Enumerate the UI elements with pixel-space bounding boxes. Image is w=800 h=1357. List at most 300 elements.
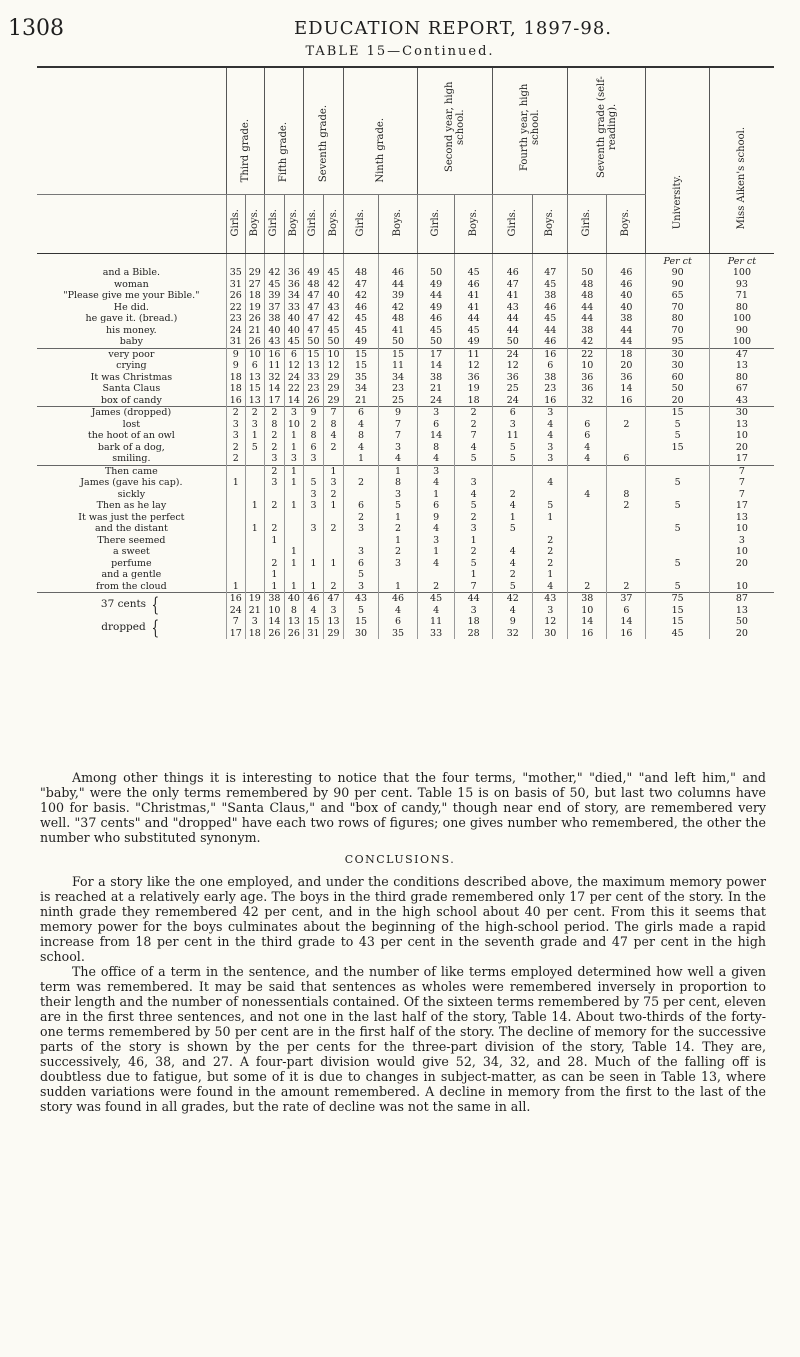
table-cell: 4: [378, 453, 417, 465]
table-cell: 13: [709, 605, 774, 617]
table-row: [37, 453, 774, 465]
row-label: Santa Claus: [102, 383, 161, 394]
table-cell: 31: [226, 336, 245, 348]
table-cell: 37: [264, 302, 284, 314]
row-label: bark of a dog,: [97, 441, 165, 453]
table-cell: [303, 535, 323, 547]
table-cell: 2: [226, 453, 245, 465]
table-cell: [284, 535, 303, 547]
table-cell: [568, 546, 607, 558]
table-row: [37, 325, 774, 337]
page-number: 1308: [8, 16, 64, 41]
table-cell: 4: [418, 558, 455, 570]
table-cell: 22: [568, 348, 607, 360]
table-cell: 3: [303, 489, 323, 501]
table-cell: 2: [568, 581, 607, 593]
table-cell: 14: [418, 360, 455, 372]
table-cell: 1: [533, 569, 568, 581]
table-cell: 46: [455, 279, 493, 291]
table-cell: 46: [378, 593, 417, 605]
table-cell: 4: [418, 523, 455, 535]
table-cell: 20: [709, 628, 774, 640]
paragraph-remembered-terms: Among other things it is interesting to notice that the four terms, "mother," "died," "and left him," and "baby," were the only terms remembered by 90 per cent. Table 15 is on basis of 50, but last two columns have 100 for basis. "Christmas," "Santa Claus," and "box of candy," though near end of story, are remembered very well. "37 cents" and "dropped" have each two rows of figures; one gives number who remembered, the other the number who substituted synonym.: [40, 770, 766, 845]
table-cell: 9: [226, 360, 245, 372]
table-cell: 2: [226, 442, 245, 454]
table-cell: 15: [245, 383, 264, 395]
table-cell: [284, 489, 303, 501]
table-cell: 40: [607, 290, 646, 302]
sex-header: Boys.: [533, 195, 568, 254]
table-cell: 45: [344, 313, 379, 325]
table-cell: 30: [344, 628, 379, 640]
sex-header: Boys.: [378, 195, 417, 254]
table-cell: 4: [533, 430, 568, 442]
table-cell: 20: [646, 395, 709, 407]
table-cell: 43: [493, 302, 533, 314]
sex-header: Girls.: [493, 195, 533, 254]
sex-header: Girls.: [418, 195, 455, 254]
table-cell: [226, 558, 245, 570]
table-cell: [378, 569, 417, 581]
table-row: [37, 535, 774, 547]
table-cell: 90: [646, 267, 709, 279]
table-cell: 4: [418, 453, 455, 465]
row-label: 37 cents {: [37, 593, 226, 617]
table-cell: 3: [709, 535, 774, 547]
table-cell: 17: [264, 395, 284, 407]
table-cell: 38: [568, 593, 607, 605]
table-cell: 4: [344, 442, 379, 454]
table-cell: 45: [533, 313, 568, 325]
table-row: [37, 512, 774, 524]
table-cell: 3: [418, 407, 455, 419]
table-cell: 13: [709, 360, 774, 372]
table-cell: 2: [344, 477, 379, 489]
table-cell: 10: [245, 348, 264, 360]
table-cell: [245, 489, 264, 501]
table-cell: 14: [284, 395, 303, 407]
table-cell: 6: [303, 442, 323, 454]
table-cell: 44: [493, 313, 533, 325]
table-cell: 42: [568, 336, 607, 348]
table-cell: 30: [646, 360, 709, 372]
table-cell: [607, 512, 646, 524]
sex-header: Girls.: [344, 195, 379, 254]
table-cell: 44: [418, 290, 455, 302]
table-cell: 1: [284, 442, 303, 454]
table-cell: 14: [607, 383, 646, 395]
table-row: [37, 465, 774, 477]
row-label: perfume: [111, 557, 152, 569]
table-cell: [533, 489, 568, 501]
table-cell: 23: [303, 383, 323, 395]
table-cell: 45: [533, 279, 568, 291]
table-cell: 1: [324, 500, 344, 512]
table-cell: [226, 500, 245, 512]
table-cell: [568, 558, 607, 570]
table-cell: 7: [378, 419, 417, 431]
table-cell: 24: [226, 325, 245, 337]
table-cell: 9: [378, 407, 417, 419]
sex-header: Girls.: [226, 195, 245, 254]
table-cell: 14: [418, 430, 455, 442]
table-cell: [344, 535, 379, 547]
row-label: from the cloud: [96, 580, 167, 592]
table-cell: 3: [533, 407, 568, 419]
table-cell: 3: [344, 523, 379, 535]
table-cell: 100: [709, 267, 774, 279]
table-cell: 21: [245, 605, 264, 617]
table-cell: 50: [378, 336, 417, 348]
table-cell: 8: [344, 430, 379, 442]
aiken-header: Miss Aiken's school.: [709, 67, 774, 254]
table-cell: [245, 535, 264, 547]
sex-header: Boys.: [455, 195, 493, 254]
table-body: [37, 254, 774, 640]
table-cell: 90: [646, 279, 709, 291]
table-cell: 1: [378, 512, 417, 524]
table-cell: [226, 523, 245, 535]
running-head: [0, 16, 800, 42]
table-cell: 1: [418, 546, 455, 558]
table-cell: 42: [324, 279, 344, 291]
table-cell: 3: [226, 430, 245, 442]
table-cell: 50: [709, 616, 774, 628]
table-cell: 5: [493, 442, 533, 454]
table-cell: 48: [344, 267, 379, 279]
table-cell: 2: [264, 407, 284, 419]
table-cell: 6: [344, 500, 379, 512]
row-label: and the distant: [94, 523, 168, 534]
table-cell: 1: [324, 465, 344, 477]
table-cell: 13: [324, 616, 344, 628]
table-cell: 40: [284, 313, 303, 325]
table-row: [37, 581, 774, 593]
table-cell: 38: [533, 290, 568, 302]
table-cell: 3: [455, 523, 493, 535]
paragraph-memory-power: For a story like the one employed, and under the conditions described above, the maximum memory power is reached at a relatively early age. The boys in the third grade remembered only 17 per cent of the story. In the ninth grade they remembered 42 per cent, and in the high school about 40 per cent. From this it seems that memory power for the boys culminates about the beginning of the high-school period. The girls made a rapid increase from 18 per cent in the third grade to 43 per cent in the seventh grade and 47 per cent in the high school.: [40, 874, 766, 964]
table-cell: 5: [344, 569, 379, 581]
table-cell: 43: [709, 395, 774, 407]
table-cell: 5: [533, 500, 568, 512]
table-cell: 80: [709, 302, 774, 314]
table-cell: 6: [284, 348, 303, 360]
table-cell: 15: [646, 605, 709, 617]
table-cell: 3: [533, 605, 568, 617]
table-cell: 6: [607, 453, 646, 465]
table-cell: 11: [378, 360, 417, 372]
table-cell: 16: [226, 395, 245, 407]
table-cell: 1: [344, 453, 379, 465]
table-cell: 7: [709, 465, 774, 477]
table-cell: [568, 465, 607, 477]
table-cell: 6: [568, 419, 607, 431]
table-cell: 3: [344, 546, 379, 558]
row-label: the hoot of an owl: [87, 430, 175, 441]
row-label: Then as he lay: [96, 500, 167, 511]
table-cell: [607, 546, 646, 558]
table-cell: 43: [533, 593, 568, 605]
table-cell: 30: [709, 407, 774, 419]
table-cell: 1: [245, 500, 264, 512]
table-cell: [245, 546, 264, 558]
table-cell: 36: [607, 372, 646, 384]
table-cell: 75: [646, 593, 709, 605]
table-cell: 11: [455, 348, 493, 360]
table-cell: 3: [264, 453, 284, 465]
table-cell: [418, 569, 455, 581]
row-label: smiling.: [112, 453, 151, 464]
table-cell: 10: [709, 430, 774, 442]
table-cell: 6: [418, 419, 455, 431]
table-cell: [493, 535, 533, 547]
table-cell: 40: [324, 290, 344, 302]
table-cell: 16: [226, 593, 245, 605]
table-row: [37, 336, 774, 348]
table-cell: 4: [533, 477, 568, 489]
table-cell: 3: [324, 477, 344, 489]
table-cell: 47: [533, 267, 568, 279]
table-cell: [646, 569, 709, 581]
table-cell: 2: [455, 546, 493, 558]
table-cell: 3: [533, 453, 568, 465]
table-row: [37, 290, 774, 302]
table-row: [37, 546, 774, 558]
table-cell: 6: [493, 407, 533, 419]
table-cell: 4: [493, 605, 533, 617]
table-cell: 4: [493, 546, 533, 558]
table-cell: 2: [455, 512, 493, 524]
table-cell: 13: [245, 372, 264, 384]
sex-header: Boys.: [245, 195, 264, 254]
table-cell: 40: [284, 593, 303, 605]
table-cell: 25: [493, 383, 533, 395]
table-cell: 26: [245, 336, 264, 348]
table-cell: [568, 512, 607, 524]
table-cell: 12: [455, 360, 493, 372]
table-cell: 80: [709, 372, 774, 384]
table-cell: 45: [455, 325, 493, 337]
table-cell: 9: [226, 348, 245, 360]
table-cell: [245, 465, 264, 477]
table-cell: 8: [418, 442, 455, 454]
table-cell: 46: [418, 313, 455, 325]
table-row: [37, 360, 774, 372]
table-cell: 14: [264, 383, 284, 395]
table-cell: 48: [568, 279, 607, 291]
table-cell: 95: [646, 336, 709, 348]
table-cell: 4: [303, 605, 323, 617]
table-cell: 38: [264, 593, 284, 605]
table-cell: 26: [226, 290, 245, 302]
table-cell: 3: [303, 523, 323, 535]
table-cell: 2: [264, 465, 284, 477]
percent-header: Per ct: [709, 254, 774, 268]
table-cell: 22: [226, 302, 245, 314]
table-cell: 41: [378, 325, 417, 337]
table-cell: 17: [709, 500, 774, 512]
table-cell: 13: [245, 395, 264, 407]
table-cell: 42: [324, 313, 344, 325]
conclusions-heading: CONCLUSIONS.: [344, 853, 456, 866]
table-cell: 4: [533, 581, 568, 593]
table-cell: 7: [455, 430, 493, 442]
table-cell: 2: [533, 546, 568, 558]
table-cell: 16: [568, 628, 607, 640]
table-cell: [264, 546, 284, 558]
table-cell: 38: [607, 313, 646, 325]
table-cell: 45: [455, 267, 493, 279]
table-cell: 33: [303, 372, 323, 384]
table-cell: 3: [378, 489, 417, 501]
table-cell: 65: [646, 290, 709, 302]
table-cell: 40: [264, 325, 284, 337]
table-cell: [533, 465, 568, 477]
table-cell: 11: [418, 616, 455, 628]
table-row: [37, 442, 774, 454]
table-cell: 1: [264, 581, 284, 593]
table-cell: 41: [455, 302, 493, 314]
table-cell: 4: [493, 558, 533, 570]
table-cell: 3: [303, 453, 323, 465]
table-cell: 47: [303, 325, 323, 337]
table-cell: 44: [607, 336, 646, 348]
table-cell: 44: [455, 593, 493, 605]
table-cell: 16: [533, 348, 568, 360]
table-cell: 48: [568, 290, 607, 302]
table-cell: 2: [226, 407, 245, 419]
table-cell: 25: [378, 395, 417, 407]
table-cell: [344, 465, 379, 477]
table-cell: [646, 535, 709, 547]
table-cell: 32: [568, 395, 607, 407]
table-cell: 45: [646, 628, 709, 640]
table-cell: 2: [607, 581, 646, 593]
row-label: woman: [114, 278, 149, 290]
table-cell: 14: [607, 616, 646, 628]
table-cell: 23: [378, 383, 417, 395]
table-cell: 34: [344, 383, 379, 395]
table-cell: 50: [303, 336, 323, 348]
table-cell: 44: [568, 302, 607, 314]
table-cell: 2: [324, 581, 344, 593]
table-cell: 26: [284, 628, 303, 640]
grade-header: Ninth grade.: [344, 67, 418, 195]
table-cell: 13: [303, 360, 323, 372]
table-cell: 17: [226, 628, 245, 640]
table-cell: 15: [303, 616, 323, 628]
table-cell: 27: [245, 279, 264, 291]
table-cell: 15: [646, 616, 709, 628]
table-cell: 42: [344, 290, 379, 302]
row-label: There seemed: [97, 534, 166, 546]
table-cell: 1: [378, 581, 417, 593]
table-cell: 80: [646, 313, 709, 325]
table-cell: 6: [607, 605, 646, 617]
table-cell: 26: [303, 395, 323, 407]
table-cell: 1: [418, 489, 455, 501]
grade-header: Third grade.: [226, 67, 264, 195]
table-cell: 4: [568, 489, 607, 501]
table-cell: 26: [245, 313, 264, 325]
table-cell: 38: [418, 372, 455, 384]
table-cell: [226, 465, 245, 477]
table-cell: [245, 512, 264, 524]
table-cell: 38: [568, 325, 607, 337]
table-cell: 19: [455, 383, 493, 395]
table-cell: 1: [284, 465, 303, 477]
table-cell: 45: [344, 325, 379, 337]
table-cell: 1: [378, 465, 417, 477]
table-cell: 5: [455, 453, 493, 465]
table-cell: 1: [284, 500, 303, 512]
table-cell: 2: [324, 442, 344, 454]
row-label: dropped {: [101, 616, 159, 639]
table-cell: 5: [455, 500, 493, 512]
table-cell: 6: [378, 616, 417, 628]
grade-header: Fourth year, high school.: [493, 67, 568, 195]
table-cell: 5: [455, 558, 493, 570]
table-cell: 44: [455, 313, 493, 325]
table-cell: [533, 523, 568, 535]
table-cell: 9: [418, 512, 455, 524]
table-cell: 46: [303, 593, 323, 605]
table-cell: 13: [284, 616, 303, 628]
table-cell: 90: [709, 325, 774, 337]
table-cell: 47: [303, 290, 323, 302]
table-cell: 24: [493, 395, 533, 407]
table-cell: 5: [493, 453, 533, 465]
table-cell: 8: [284, 605, 303, 617]
table-cell: 31: [303, 628, 323, 640]
table-cell: 49: [418, 302, 455, 314]
table-cell: [607, 442, 646, 454]
table-cell: [324, 535, 344, 547]
table-cell: 36: [284, 267, 303, 279]
sex-header: Girls.: [264, 195, 284, 254]
table-cell: 5: [646, 419, 709, 431]
table-cell: 20: [607, 360, 646, 372]
table-cell: 33: [418, 628, 455, 640]
table-cell: [226, 546, 245, 558]
table-cell: 41: [455, 290, 493, 302]
table-cell: 34: [378, 372, 417, 384]
table-cell: 2: [378, 546, 417, 558]
table-cell: 5: [493, 581, 533, 593]
table-cell: 42: [493, 593, 533, 605]
table-cell: [226, 489, 245, 501]
table-cell: 29: [324, 372, 344, 384]
table-cell: 87: [709, 593, 774, 605]
table-cell: 45: [418, 325, 455, 337]
table-cell: 17: [709, 453, 774, 465]
table-cell: 3: [378, 442, 417, 454]
table-cell: 2: [533, 558, 568, 570]
table-cell: 10: [568, 360, 607, 372]
table-cell: 16: [607, 395, 646, 407]
row-label: and a gentle: [101, 569, 162, 580]
table-cell: 44: [607, 325, 646, 337]
table-cell: 42: [378, 302, 417, 314]
table-cell: 10: [568, 605, 607, 617]
table-cell: 11: [264, 360, 284, 372]
table-cell: [607, 430, 646, 442]
sex-header: Boys.: [607, 195, 646, 254]
table-cell: 46: [533, 336, 568, 348]
table-cell: 13: [709, 419, 774, 431]
table-cell: [245, 477, 264, 489]
table-cell: 5: [646, 523, 709, 535]
